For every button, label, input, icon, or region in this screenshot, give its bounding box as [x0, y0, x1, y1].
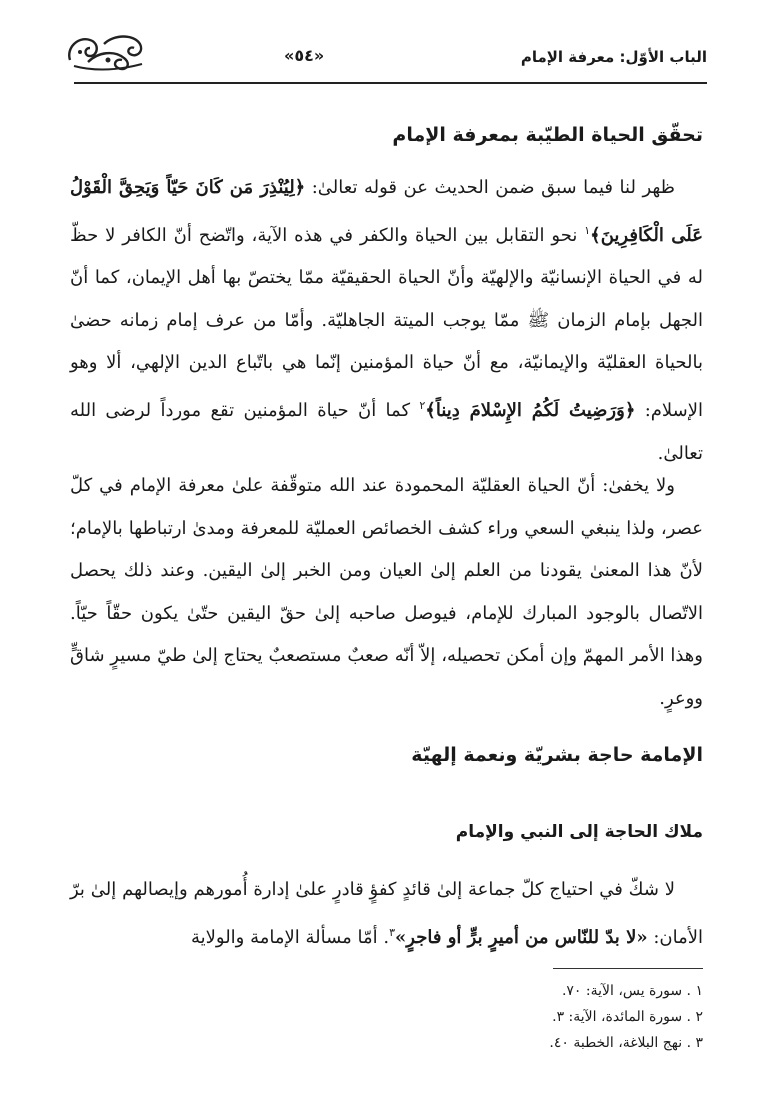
quran-quote-2: ﴿وَرَضِيتُ لَكُمُ الإِسْلامَ دِيناً﴾	[425, 399, 636, 421]
footnote-ref-2: ٢	[419, 398, 426, 412]
p1-body: نحو التقابل بين الحياة والكفر في هذه الآية، واتّضح أنّ الكافر لا حظّ له في الحياة الإنسانيّة والإلهيّة وأنّ الحياة الحقيقيّة ممّا يختصّ بها أهل الإيمان، كما أنّ الجهل بإمام الزمان ﷺ ممّا يوجب الميتة الجاهليّة. وأمّا من عرف إمام زمانه حضىٰ بالحياة العقليّة والإيمانيّة، مع أنّ حياة المؤمنين إنّما هي باتّباع الدين الإلهي، ألا وهو الإسلام:	[70, 224, 704, 421]
page-header	[74, 36, 707, 86]
chapter-title: الباب الأوّل: معرفة الإمام	[520, 48, 707, 66]
header-divider	[74, 82, 707, 84]
paragraph-3	[70, 869, 703, 959]
footnote-ref-1: ١	[584, 223, 591, 237]
footnote-1: ١ . سورة يس، الآية: ٧٠.	[561, 983, 703, 999]
p3-intro: لا شكّ في احتياج كلّ جماعة إلىٰ قائدٍ كفؤٍ قادرٍ علىٰ إدارة أُمورهم وإيصالهم إلىٰ برّ الأمان:	[70, 879, 703, 948]
p2-text: ولا يخفىٰ: أنّ الحياة العقليّة المحمودة عند الله متوقّفة علىٰ معرفة الإمام في كلّ عصر، ولذا ينبغي السعي وراء كشف الخصائص العمليّة للمعرفة ومدىٰ ارتباطها بالإمام؛ لأنّ هذا المعنىٰ يقودنا من العلم إلىٰ العيان ومن الخبر إلىٰ اليقين. وعند ذلك يحصل الاتّصال بالوجود المبارك للإمام، فيوصل صاحبه إلىٰ حقّ اليقين حتّىٰ يكون حقّاً حيّاً. وهذا الأمر المهمّ وإن أمكن تحصيله، إلاّ أنّه صعبٌ مستصعبٌ يحتاج إلىٰ طيّ مسيرٍ شاقٍّ ووعرٍ.	[70, 475, 703, 709]
p3-end: . أمّا مسألة الإمامة والولاية	[190, 926, 390, 948]
p1-intro: ظهر لنا فيما سبق ضمن الحديث عن قوله تعالىٰ:	[305, 177, 675, 198]
footnote-2: ٢ . سورة المائدة، الآية: ٣.	[552, 1009, 703, 1025]
subsection-heading: ملاك الحاجة إلى النبي والإمام	[455, 822, 703, 842]
paragraph-2	[70, 465, 703, 721]
hadith-quote: «لا بدّ للنّاس من أميرٍ برٍّ أو فاجرٍ»	[395, 926, 648, 948]
footnote-3: ٣ . نهج البلاغة، الخطبة ٤٠.	[549, 1035, 703, 1051]
section-heading-2: الإمامة حاجة بشريّة ونعمة إلهيّة	[411, 744, 703, 766]
page-number: «٥٤»	[284, 46, 325, 65]
footnote-ref-3: ٣	[389, 925, 396, 939]
quran-quote-1: ﴿لِيُنْذِرَ مَن كَانَ حَيّاً وَيَحِقَّ الْقَوْلُ عَلَى الْكَافِرِينَ﴾	[70, 177, 704, 246]
paragraph-1	[70, 167, 703, 475]
floral-ornament-icon	[64, 30, 148, 74]
section-heading-1: تحقّق الحياة الطيّبة بمعرفة الإمام	[392, 124, 703, 146]
p1-end: كما أنّ حياة المؤمنين تقع مورداً لرضى الله تعالىٰ.	[70, 399, 703, 464]
footnotes	[549, 978, 703, 1056]
footnote-divider	[553, 968, 703, 969]
